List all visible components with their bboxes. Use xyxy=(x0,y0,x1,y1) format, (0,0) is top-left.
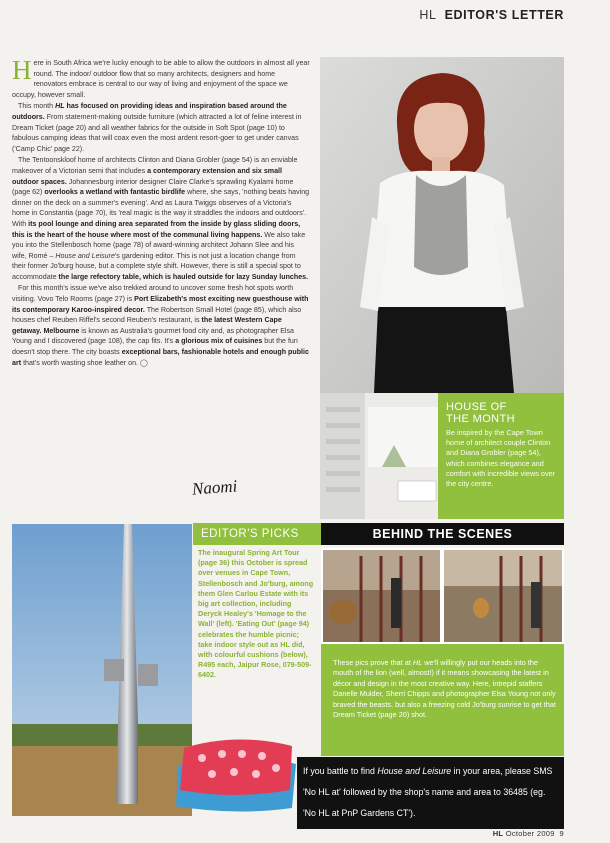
footer-issue: October 2009 xyxy=(505,829,555,838)
letter-paragraph-3: The Tentoonskloof home of architects Clinton and Diana Grobler (page 54) is an enviable makeover of a Victorian semi that includes a contemporary extension and six small outdoor spaces. Johannesburg interior designer Claire Clarke's sprawling Kyalami home (page 62) overlooks a wetland with fantastic birdlife where, she says, 'nothing beats having dinner on the deck on a summer's evening'. And as Laura Twiggs observes of a Victoria's home in Constantia (page 70), its 'real magic is the way it straddles the indoors and outdoors'. With its pool lounge and dining area separated from the inside by glass sliding doors, this is the heart of the house where most of the communal living happens. We also take you into the Stellenbosch home (page 78) of award-winning architect Johann Slee and his wife, Romé – House and Leisure's gardening editor. This is not just a location change from their former Jo'burg house, but a complete style shift. However, there is still a special spot to accommodate the large refectory table, which is hauled outside for lazy Sunday lunches. xyxy=(12,156,310,281)
header-brand: HL xyxy=(419,8,437,22)
drop-cap: H xyxy=(12,55,32,85)
house-of-the-month-title: HOUSE OF THE MONTH xyxy=(446,401,515,425)
editor-letter-body xyxy=(12,55,310,369)
cushions-photo xyxy=(172,718,302,816)
behind-the-scenes-photos xyxy=(321,548,564,644)
page-footer xyxy=(493,829,564,838)
letter-paragraph-2: This month HL has focused on providing ideas and inspiration based around the outdoors. From statement-making outside furniture (which attracted a lot of feline interest in Dream Ticket (page 20) and all weather fabrics for the outside in Soft Spot (page 10) to fabulous camping ideas that will coax even the most ardent resort-goer to get under canvas ('Camp Chic' page 22). xyxy=(12,102,302,153)
end-mark: ◯ xyxy=(139,358,148,367)
editor-portrait-photo xyxy=(320,57,564,393)
header-section-title: EDITOR'S LETTER xyxy=(444,8,564,22)
sms-notice: If you battle to find House and Leisure in your area, please SMS 'No HL at' followed by the shop's name and area to 36485 (eg. 'No HL at PnP Gardens CT'). xyxy=(297,757,564,829)
footer-page-number: 9 xyxy=(559,829,564,838)
editor-signature: Naomi xyxy=(191,476,238,499)
art-sculpture-photo xyxy=(12,524,192,816)
behind-the-scenes-text: These pics prove that at HL we'll willingly put our heads into the mouth of the lion (well, almost!) if it means showcasing the latest in décor and design in the most creative way. Here, intrepid staffers Danelle Mulder, Sherri Chipps and photographer Elsa Young not only braved the beasts, but also a freezing cold Jo'burg sunrise to get that Dream Ticket (page 20) shot. xyxy=(321,644,564,756)
behind-the-scenes-title: BEHIND THE SCENES xyxy=(321,523,564,545)
letter-paragraph-4: For this month's issue we've also trekked around to uncover some fresh hot spots worth visiting. Vovo Telo Rooms (page 27) is Port Elizabeth's most exciting new guesthouse with its contemporary Karoo-inspired decor. The Robertson Small Hotel (page 85), which also houses chef Reuben Riffel's second Reuben's restaurant, is the latest Western Cape getaway. Melbourne is known as Australia's gourmet food city and, as photographer Elsa Young and I discovered (page 108), the cap fits. It's a glorious mix of cuisines but the fun doesn't stop there. The city boasts exceptional bars, fashionable hotels and enough public art that's worth wasting shoe leather on. ◯ xyxy=(12,284,309,367)
editors-picks-text: The inaugural Spring Art Tour (page 36) this October is spread over venues in Cape Town, Stellenbosch and Jo'burg, among them Glen Carlou Estate with its big art collection, including Deryck Healey's 'Homage to the Wall' (left). 'Eating Out' (page 94) celebrates the humble picnic; take indoor style out as HL did, with colourful cushions (below), R495 each, Jaipur Rose, 079-509-6402. xyxy=(198,548,314,680)
house-of-the-month-photo xyxy=(320,393,438,519)
footer-magazine: HL xyxy=(492,829,504,838)
letter-paragraph-1: Here in South Africa we're lucky enough to be able to allow the outdoors in almost all year round. The indoor/ outdoor flow that so many architects, designers and home renovators embrace is central to our way of living and enjoyment of the space we occupy, however small. xyxy=(12,55,310,99)
house-of-the-month-box xyxy=(438,393,564,519)
page-header xyxy=(419,8,564,22)
editors-picks-title: EDITOR'S PICKS xyxy=(193,523,321,545)
house-of-the-month-desc: Be inspired by the Cape Town home of architect couple Clinton and Diana Grobler (page 54), which combines elegance and comfort with incredible views over the city centre. xyxy=(446,428,556,489)
